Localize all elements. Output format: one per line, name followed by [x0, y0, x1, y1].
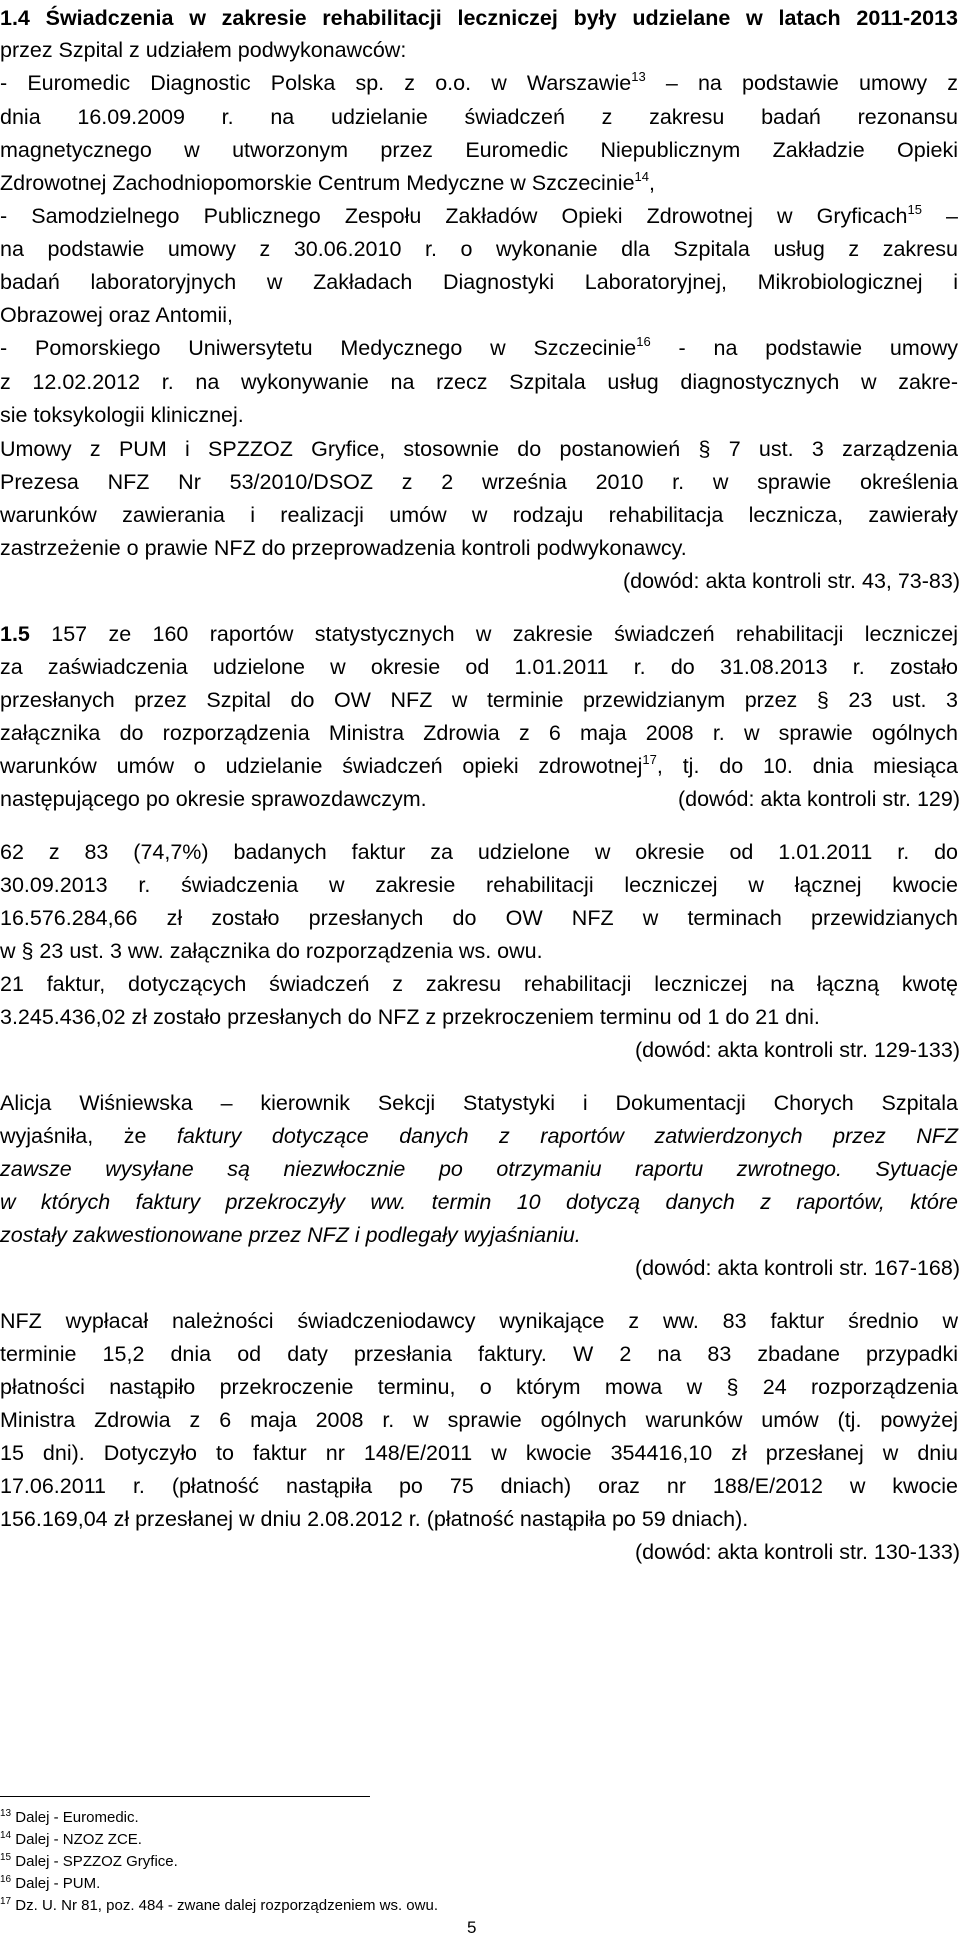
- text-line: - Samodzielnego Publicznego Zespołu Zakładów Opieki Zdrowotnej w Gryficach$^{15}$ –: [0, 201, 958, 228]
- text-line: w § 23 ust. 3 ww. załącznika do rozporządzenia ws. owu.: [0, 939, 543, 963]
- text-line: NFZ wypłacał należności świadczeniodawcy wynikające z ww. 83 faktur średnio w: [0, 1309, 958, 1333]
- text-line: zostały zakwestionowane przez NFZ i podlegały wyjaśnianiu.: [0, 1223, 581, 1247]
- footnote: $^{15}$ Dalej - SPZZOZ Gryfice.: [0, 1852, 178, 1870]
- text-line: terminie 15,2 dnia od daty przesłania faktury. W 2 na 83 zbadane przypadki: [0, 1342, 958, 1366]
- footnote-divider: [0, 1796, 370, 1797]
- text-line: Alicja Wiśniewska – kierownik Sekcji Statystyki i Dokumentacji Chorych Szpitala: [0, 1091, 958, 1115]
- text-line: 156.169,04 zł przesłanej w dniu 2.08.2012 r. (płatność nastąpiła po 59 dniach).: [0, 1507, 749, 1531]
- text-line: 30.09.2013 r. świadczenia w zakresie rehabilitacji leczniczej w łącznej kwocie: [0, 873, 958, 897]
- text-line: Zdrowotnej Zachodniopomorskie Centrum Medyczne w Szczecinie$^{14}$,: [0, 168, 655, 195]
- text-line: w których faktury przekroczyły ww. termin 10 dotyczą danych z raportów, które: [0, 1190, 958, 1214]
- evidence-reference: (dowód: akta kontroli str. 43, 73-83): [622, 569, 960, 593]
- text-line: 17.06.2011 r. (płatność nastąpiła po 75 dniach) oraz nr 188/E/2012 w kwocie: [0, 1474, 958, 1498]
- text-line: zawsze wysyłane są niezwłocznie po otrzymaniu raportu zwrotnego. Sytuacje: [0, 1157, 958, 1181]
- footnote: $^{17}$ Dz. U. Nr 81, poz. 484 - zwane dalej rozporządzeniem ws. owu.: [0, 1896, 438, 1914]
- evidence-reference: (dowód: akta kontroli str. 167-168): [634, 1256, 960, 1280]
- section-number: 1.5: [0, 622, 30, 646]
- text-line: załącznika do rozporządzenia Ministra Zdrowia z 6 maja 2008 r. w sprawie ogólnych: [0, 721, 958, 745]
- evidence-reference: (dowód: akta kontroli str. 129-133): [634, 1038, 960, 1062]
- text-line: 16.576.284,66 zł zostało przesłanych do OW NFZ w terminach przewidzianych: [0, 906, 958, 930]
- footnote: $^{14}$ Dalej - NZOZ ZCE.: [0, 1830, 142, 1848]
- footnote-ref: 15: [907, 201, 922, 217]
- text-line: 1.5 157 ze 160 raportów statystycznych w zakresie świadczeń rehabilitacji leczniczej: [0, 622, 958, 646]
- text-line: warunków umów o udzielanie świadczeń opieki zdrowotnej$^{17}$, tj. do 10. dnia miesiąca: [0, 751, 959, 778]
- text-line: dnia 16.09.2009 r. na udzielanie świadczeń z zakresu badań rezonansu: [0, 105, 958, 129]
- text-line: - Pomorskiego Uniwersytetu Medycznego w Szczecinie$^{16}$ - na podstawie umowy: [0, 333, 958, 360]
- text-line: Prezesa NFZ Nr 53/2010/DSOZ z 2 września 2010 r. w sprawie określenia: [0, 470, 958, 494]
- text-line: Ministra Zdrowia z 6 maja 2008 r. w sprawie ogólnych warunków umów (tj. powyżej: [0, 1408, 958, 1432]
- footnote: $^{13}$ Dalej - Euromedic.: [0, 1808, 139, 1826]
- text-line: 21 faktur, dotyczących świadczeń z zakresu rehabilitacji leczniczej na łączną kwotę: [0, 972, 958, 996]
- text-line: warunków zawierania i realizacji umów w rodzaju rehabilitacja lecznicza, zawierały: [0, 503, 958, 527]
- text-line: za zaświadczenia udzielone w okresie od 1.01.2011 r. do 31.08.2013 r. zostało: [0, 655, 958, 679]
- footnote-ref: 13: [631, 68, 646, 84]
- text-line: 1.4 Świadczenia w zakresie rehabilitacji leczniczej były udzielane w latach 2011-2013: [0, 6, 958, 30]
- page-number: 5: [467, 1918, 477, 1937]
- text-line: 62 z 83 (74,7%) badanych faktur za udzielone w okresie od 1.01.2011 r. do: [0, 840, 958, 864]
- text-line: sie toksykologii klinicznej.: [0, 403, 244, 427]
- footnote-ref: 14: [634, 168, 649, 184]
- text-line: wyjaśniła, że faktury dotyczące danych z raportów zatwierdzonych przez NFZ: [0, 1124, 958, 1148]
- text-line: z 12.02.2012 r. na wykonywanie na rzecz Szpitala usług diagnostycznych w zakre-: [0, 370, 958, 394]
- text-line: Umowy z PUM i SPZZOZ Gryfice, stosownie do postanowień § 7 ust. 3 zarządzenia: [0, 437, 958, 461]
- text-line: - Euromedic Diagnostic Polska sp. z o.o. w Warszawie$^{13}$ – na podstawie umowy z: [0, 68, 958, 95]
- text-line: 3.245.436,02 zł zostało przesłanych do NFZ z przekroczeniem terminu od 1 do 21 dni.: [0, 1005, 820, 1029]
- footnote-ref: 16: [636, 333, 651, 349]
- text-line: płatności nastąpiło przekroczenie terminu, o którym mowa w § 24 rozporządzenia: [0, 1375, 958, 1399]
- text-line: 15 dni). Dotyczyło to faktur nr 148/E/2011 w kwocie 354416,10 zł przesłanej w dniu: [0, 1441, 958, 1465]
- text-line: magnetycznego w utworzonym przez Euromedic Niepublicznym Zakładzie Opieki: [0, 138, 958, 162]
- footnote-ref: 17: [642, 751, 657, 767]
- footnote: $^{16}$ Dalej - PUM.: [0, 1874, 101, 1892]
- text-line: przez Szpital z udziałem podwykonawców:: [0, 38, 407, 62]
- text-line: Obrazowej oraz Antomii,: [0, 303, 234, 327]
- text-line: następującego po okresie sprawozdawczym.: [0, 787, 427, 811]
- evidence-reference: (dowód: akta kontroli str. 130-133): [634, 1540, 960, 1564]
- text-line: badań laboratoryjnych w Zakładach Diagnostyki Laboratoryjnej, Mikrobiologicznej i: [0, 270, 958, 294]
- text-line: przesłanych przez Szpital do OW NFZ w terminie przewidzianym przez § 23 ust. 3: [0, 688, 958, 712]
- evidence-reference: (dowód: akta kontroli str. 129): [677, 787, 960, 811]
- text-line: zastrzeżenie o prawie NFZ do przeprowadzenia kontroli podwykonawcy.: [0, 536, 687, 560]
- text-line: na podstawie umowy z 30.06.2010 r. o wykonanie dla Szpitala usług z zakresu: [0, 237, 958, 261]
